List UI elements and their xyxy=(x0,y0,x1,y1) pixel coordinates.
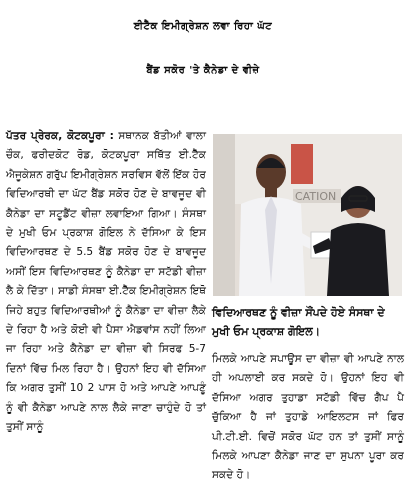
body-right-text: ਮਿਲਕੇ ਆਪਣੇ ਸਪਾਊਸ ਦਾ ਵੀਜ਼ਾ ਵੀ ਆਪਣੇ ਨਾਲ ਹੀ ਅਪਲਾਈ ਕਰ ਸਕਦੇ ਹੋ। ਉਹਨਾਂ ਇਹ ਵੀ ਦੱਸਿਆ ਅਗਰ ਤੁਹਾਡਾ ਸਟੱਡੀ ਵਿੱਚ ਗੈਪ ਪੈ ਚੁੱਕਿਆ ਹੈ ਜਾਂ ਤੁਹਾਡੇ ਆਇਲਟਸ ਜਾਂ ਫਿਰ ਪੀ.ਟੀ.ਈ. ਵਿਚੋਂ ਸਕੋਰ ਘੱਟ ਹਨ ਤਾਂ ਤੁਸੀਂ ਸਾਨੂੰ ਮਿਲਕੇ ਆਪਣਾ ਕੈਨੇਡਾ ਜਾਣ ਦਾ ਸੁਪਨਾ ਪੂਰਾ ਕਰ ਸਕਦੇ ਹੋ। xyxy=(212,353,404,482)
article-left-column xyxy=(6,127,206,438)
headline-line-1: ਈਟੈੱਕ ਇਮੀਗ੍ਰੇਸ਼ਨ ਲਵਾ ਰਿਹਾ ਘੱਟ xyxy=(133,21,273,32)
photo-illustration xyxy=(213,134,402,296)
dateline: ਪੱਤਰ ਪ੍ਰੇਰਕ, ਕੋਟਕਪੂਰਾ : xyxy=(6,130,114,142)
photo-caption: ਵਿਦਿਆਰਥਣ ਨੂੰ ਵੀਜ਼ਾ ਸੌਂਪਦੇ ਹੋਏ ਸੰਸਥਾ ਦੇ ਮੁਖੀ ਓਮ ਪ੍ਰਕਾਸ਼ ਗੋਇਲ। xyxy=(212,306,385,338)
article-body-left xyxy=(6,127,206,438)
wall-sign-text: CATION xyxy=(295,190,337,203)
headline-line-2: ਬੈਂਡ ਸਕੋਰ 'ਤੇ ਕੈਨੇਡਾ ਦੇ ਵੀਜ਼ੇ xyxy=(146,65,260,76)
body-left-text: ਸਥਾਨਕ ਬੱਤੀਆਂ ਵਾਲਾ ਚੌਕ, ਫਰੀਦਕੋਟ ਰੋਡ, ਕੋਟਕਪੂਰਾ ਸਥਿੱਤ ਈ.ਟੈੱਕ ਐਜੂਕੇਸ਼ਨ ਗਰੁੱਪ ਇਮੀਗ੍ਰੇਸ਼ਨ ਸਰਵਿਸ ਵੱਲੋਂ ਇੱਕ ਹੋਰ ਵਿਦਿਆਰਥੀ ਦਾ ਘੱਟ ਬੈਂਡ ਸਕੋਰ ਹੋਣ ਦੇ ਬਾਵਜੂਦ ਵੀ ਕੈਨੇਡਾ ਦਾ ਸਟੂਡੈਂਟ ਵੀਜ਼ਾ ਲਵਾਇਆ ਗਿਆ। ਸੰਸਥਾ ਦੇ ਮੁਖੀ ਓਮ ਪ੍ਰਕਾਸ਼ ਗੋਇਲ ਨੇ ਦੱਸਿਆ ਕੇ ਇਸ ਵਿਦਿਆਰਥਣ ਦੇ 5.5 ਬੈਂਡ ਸਕੋਰ ਹੋਣ ਦੇ ਬਾਵਜੂਦ ਅਸੀਂ ਇਸ ਵਿਦਿਆਰਥਣ ਨੂੰ ਕੈਨੇਡਾ ਦਾ ਸਟੱਡੀ ਵੀਜ਼ਾ ਲੈ ਕੇ ਦਿੱਤਾ। ਸਾਡੀ ਸੰਸਥਾ ਈ.ਟੈੱਕ ਇਮੀਗ੍ਰੇਸ਼ਨ ਇਥੋ ਜਿਹੇ ਬਹੁਤ ਵਿਦਿਆਰਥੀਆਂ ਨੂੰ ਕੈਨੇਡਾ ਦਾ ਵੀਜ਼ਾ ਲੈਕੇ ਦੇ ਰਿਹਾ ਹੈ ਅਤੇ ਕੋਈ ਵੀ ਪੈਸਾ ਐਡਵਾਂਸ ਨਹੀਂ ਲਿਆ ਜਾ ਰਿਹਾ ਅਤੇ ਕੈਨੇਡਾ ਦਾ ਵੀਜ਼ਾ ਵੀ ਸਿਰਫ 5-7 ਦਿਨਾਂ ਵਿੱਚ ਮਿਲ ਰਿਹਾ ਹੈ। ਉਹਨਾਂ ਇਹ ਵੀ ਦੱਸਿਆ ਕਿ ਅਗਰ ਤੁਸੀਂ 10 2 ਪਾਸ ਹੋ ਅਤੇ ਆਪਣੇ ਆਪਣੂੰ ਨੂੰ ਵੀ ਕੈਨੇਡਾ ਆਪਣੇ ਨਾਲ ਲੈਕੇ ਜਾਣਾ ਚਾਹੁੰਦੇ ਹੋ ਤਾਂ ਤੁਸੀਂ ਸਾਨੂੰ xyxy=(6,130,206,434)
article-right-column xyxy=(212,350,404,486)
news-photo xyxy=(213,134,402,296)
